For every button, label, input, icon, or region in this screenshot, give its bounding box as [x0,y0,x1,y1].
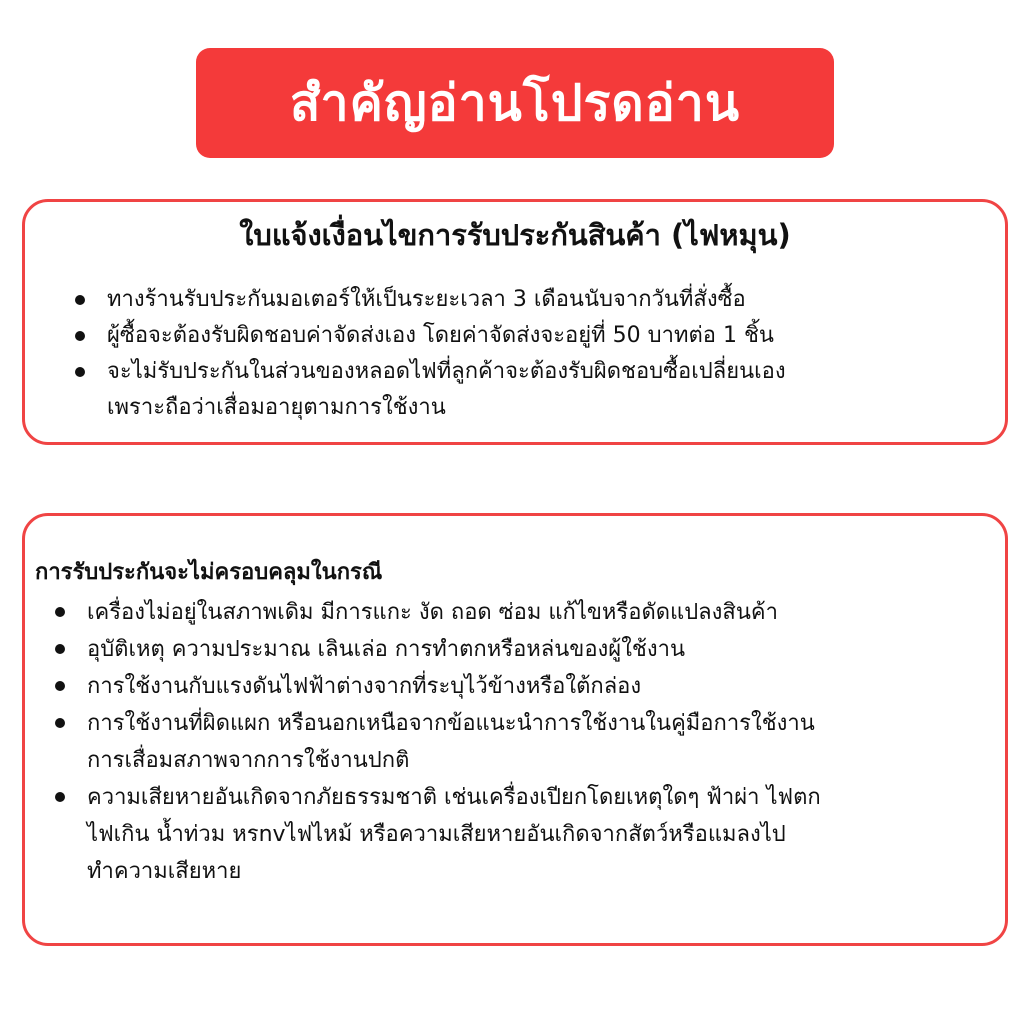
bullet-icon [55,681,65,691]
bullet-icon [55,607,65,617]
list-item [51,631,1001,668]
important-banner [196,48,834,158]
list-item-text: ทำความเสียหาย [87,859,242,884]
list-item-text: การเสื่อมสภาพจากการใช้งานปกติ [87,748,410,773]
list-item [51,594,1001,631]
bullet-icon [55,718,65,728]
list-item-text: อุบัติเหตุ ความประมาณ เลินเล่อ การทำตกหรือหล่นของผู้ใช้งาน [87,637,685,662]
list-item-text: เพราะถือว่าเสื่อมอายุตามการใช้งาน [107,395,446,420]
exclusions-card [22,513,1008,946]
list-item [71,282,971,318]
bullet-icon [75,367,85,377]
list-item [71,318,971,354]
list-item-text: ไฟเกิน น้ำท่วม หรnvไฟไหม้ หรือความเสียหายอันเกิดจากสัตว์หรือแมลงไป [87,822,786,847]
list-item-text: ความเสียหายอันเกิดจากภัยธรรมชาติ เช่นเครื่องเปียกโดยเหตุใดๆ ฟ้าผ่า ไฟตก [87,785,821,810]
exclusions-list [51,594,1001,890]
list-item-text: จะไม่รับประกันในส่วนของหลอดไฟที่ลูกค้าจะต้องรับผิดชอบซื้อเปลี่ยนเอง [107,359,786,384]
list-item [51,779,1001,890]
banner-title: สำคัญอ่านโปรดอ่าน [289,73,741,132]
exclusions-heading: การรับประกันจะไม่ครอบคลุมในกรณี [35,560,383,585]
list-item-text: การใช้งานกับแรงดันไฟฟ้าต่างจากที่ระบุไว้ข้างหรือใต้กล่อง [87,674,642,699]
list-item-text: การใช้งานที่ผิดแผก หรือนอกเหนือจากข้อแนะนำการใช้งานในคู่มือการใช้งาน [87,711,815,736]
warranty-terms-list [71,282,971,426]
bullet-icon [55,792,65,802]
bullet-icon [75,331,85,341]
list-item-text: เครื่องไม่อยู่ในสภาพเดิม มีการแกะ งัด ถอด ซ่อม แก้ไขหรือดัดแปลงสินค้า [87,600,778,625]
list-item-text: ทางร้านรับประกันมอเตอร์ให้เป็นระยะเวลา 3 เดือนนับจากวันที่สั่งซื้อ [107,287,746,312]
warranty-terms-title: ใบแจ้งเงื่อนไขการรับประกันสินค้า (ไฟหมุน) [239,218,791,252]
warranty-terms-card [22,199,1008,445]
bullet-icon [55,644,65,654]
list-item-text: ผู้ซื้อจะต้องรับผิดชอบค่าจัดส่งเอง โดยค่าจัดส่งจะอยู่ที่ 50 บาทต่อ 1 ชิ้น [107,323,774,348]
bullet-icon [75,295,85,305]
list-item [51,705,1001,779]
list-item [71,354,971,426]
list-item [51,668,1001,705]
